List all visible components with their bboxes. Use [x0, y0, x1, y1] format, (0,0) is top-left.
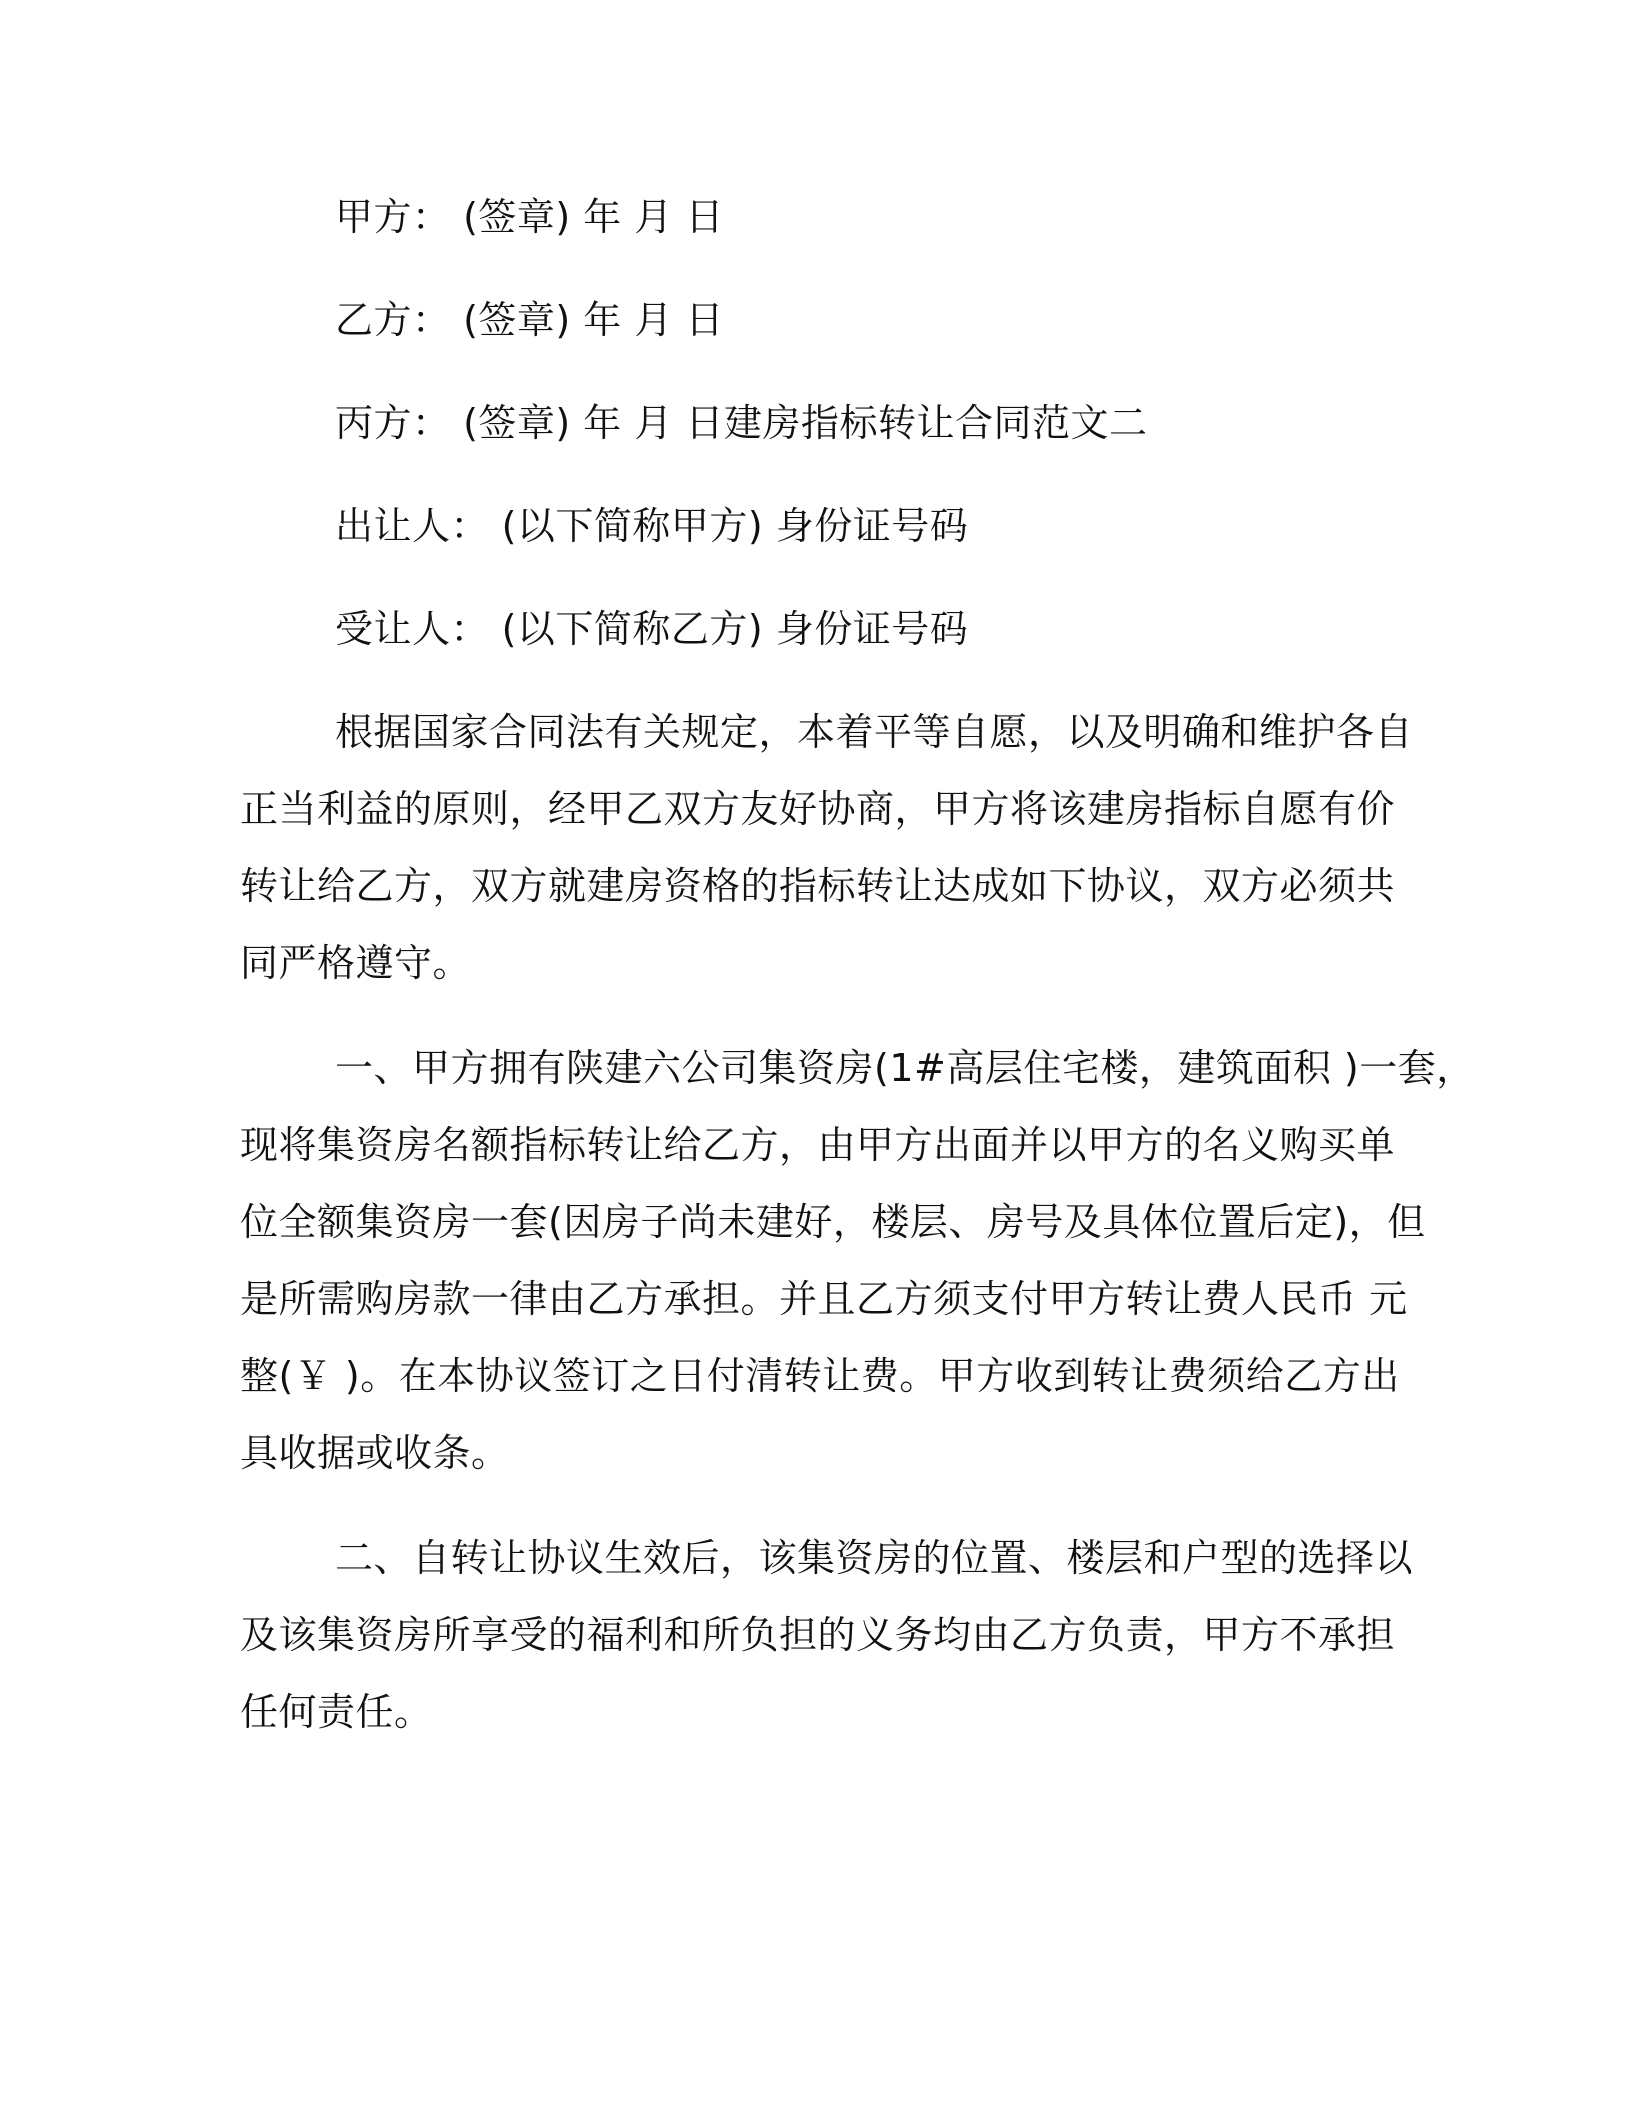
clause-1-line: 整(￥ )。在本协议签订之日付清转让费。甲方收到转让费须给乙方出	[240, 1354, 1400, 1398]
party-c-signature-line: 丙方： (签章) 年 月 日建房指标转让合同范文二	[335, 401, 1148, 445]
clause-1-line: 位全额集资房一套(因房子尚未建好，楼层、房号及具体位置后定)，但	[240, 1200, 1426, 1244]
intro-paragraph-line: 转让给乙方，双方就建房资格的指标转让达成如下协议，双方必须共	[240, 864, 1396, 908]
clause-1-line: 具收据或收条。	[240, 1431, 510, 1475]
clause-2-line: 二、自转让协议生效后，该集资房的位置、楼层和户型的选择以	[335, 1536, 1414, 1580]
clause-1-line: 现将集资房名额指标转让给乙方，由甲方出面并以甲方的名义购买单	[240, 1123, 1396, 1167]
intro-paragraph-line: 根据国家合同法有关规定，本着平等自愿，以及明确和维护各自	[335, 710, 1414, 754]
intro-paragraph-line: 正当利益的原则，经甲乙双方友好协商，甲方将该建房指标自愿有价	[240, 787, 1396, 831]
clause-1-line: 是所需购房款一律由乙方承担。并且乙方须支付甲方转让费人民币 元	[240, 1277, 1408, 1321]
clause-2-line: 任何责任。	[240, 1690, 433, 1734]
clause-2-line: 及该集资房所享受的福利和所负担的义务均由乙方负责，甲方不承担	[240, 1613, 1396, 1657]
intro-paragraph-line: 同严格遵守。	[240, 941, 472, 985]
party-a-signature-line: 甲方： (签章) 年 月 日	[335, 195, 724, 239]
transferor-line: 出让人： (以下简称甲方) 身份证号码	[335, 504, 969, 548]
transferee-line: 受让人： (以下简称乙方) 身份证号码	[335, 607, 969, 651]
clause-1-line: 一、甲方拥有陕建六公司集资房(1#高层住宅楼，建筑面积 )一套，	[335, 1046, 1475, 1090]
party-b-signature-line: 乙方： (签章) 年 月 日	[335, 298, 724, 342]
